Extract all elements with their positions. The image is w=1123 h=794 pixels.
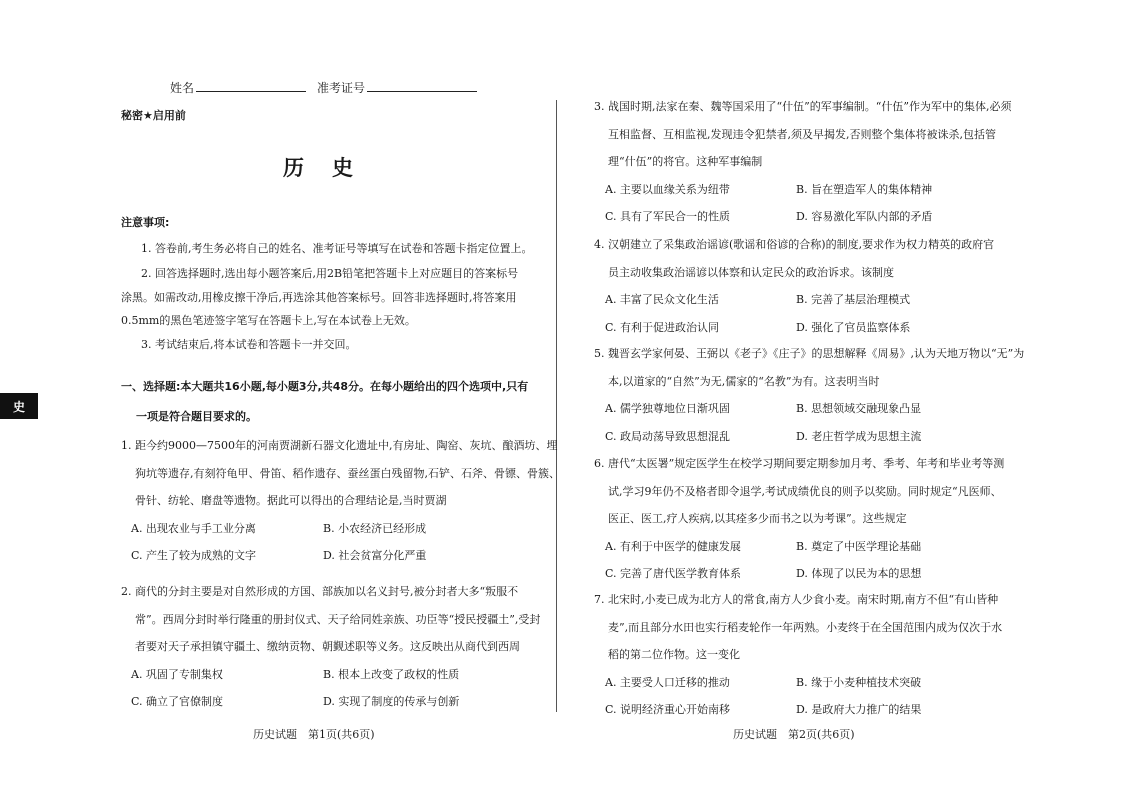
footer-page-2: 历史试题 第2页(共6页) xyxy=(733,728,855,741)
question-stem-line: 互相监督、互相监视,发现违令犯禁者,须及早揭发,否则整个集体将被诛杀,包括管 xyxy=(608,127,996,141)
question-stem-line: 麦”,而且部分水田也实行稻麦轮作一年两熟。小麦终于在全国范围内成为仅次于水 xyxy=(608,620,1003,634)
option-B: B. 旨在塑造军人的集体精神 xyxy=(796,182,933,196)
option-A: A. 出现农业与手工业分离 xyxy=(131,521,256,535)
question-stem-line: 6. 唐代“太医署”规定医学生在校学习期间要定期参加月考、季考、年考和毕业考等测 xyxy=(594,457,1005,470)
option-A: A. 丰富了民众文化生活 xyxy=(605,293,719,306)
notes-line: 涂黑。如需改动,用橡皮擦干净后,再选涂其他答案标号。回答非选择题时,将答案用 xyxy=(121,291,517,304)
question-stem-line: 稻的第二位作物。这一变化 xyxy=(608,648,740,661)
side-subject-tab: 史 xyxy=(0,393,38,419)
option-C: C. 有利于促进政治认同 xyxy=(605,320,720,334)
notes-line: 0.5mm的黑色笔迹签字笔写在答题卡上,写在本试卷上无效。 xyxy=(121,314,416,327)
option-D: D. 老庄哲学成为思想主流 xyxy=(796,429,922,443)
option-B: B. 思想领域交融现象凸显 xyxy=(796,402,922,415)
subject-title: 历史 xyxy=(283,155,381,180)
question-stem-line: 3. 战国时期,法家在秦、魏等国采用了“什伍”的军事编制。“什伍”作为军中的集体,必须 xyxy=(594,100,1012,113)
question-stem-line: 7. 北宋时,小麦已成为北方人的常食,南方人少食小麦。南宋时期,南方不但“有山皆种 xyxy=(594,593,999,606)
option-B: B. 根本上改变了政权的性质 xyxy=(323,667,460,681)
option-D: D. 强化了官员监察体系 xyxy=(796,320,911,334)
exam-id-blank xyxy=(367,79,477,92)
question-stem-line: 常”。西周分封时举行隆重的册封仪式、天子给同姓亲族、功臣等“授民授疆土”,受封 xyxy=(135,612,541,626)
column-divider xyxy=(556,100,557,712)
option-A: A. 有利于中医学的健康发展 xyxy=(605,539,741,553)
secret-mark: 秘密★启用前 xyxy=(121,109,186,122)
name-field xyxy=(170,79,306,96)
option-C: C. 说明经济重心开始南移 xyxy=(605,703,731,716)
notes-line: 1. 答卷前,考生务必将自己的姓名、准考证号等填写在试卷和答题卡指定位置上。 xyxy=(141,242,533,255)
option-A: A. 儒学独尊地位日渐巩固 xyxy=(605,402,730,415)
option-D: D. 容易激化军队内部的矛盾 xyxy=(796,210,933,223)
exam-id-field xyxy=(317,79,477,96)
name-label: 姓名 xyxy=(170,81,195,95)
exam-id-label: 准考证号 xyxy=(317,81,366,95)
question-stem-line: 骨针、纺轮、磨盘等遗物。据此可以得出的合理结论是,当时贾湖 xyxy=(135,494,447,507)
notes-title: 注意事项: xyxy=(121,216,170,229)
option-D: D. 体现了以民为本的思想 xyxy=(796,567,922,580)
question-stem-line: 理“什伍”的将官。这种军事编制 xyxy=(608,155,763,168)
section-heading-line2: 一项是符合题目要求的。 xyxy=(136,410,257,423)
question-stem-line: 2. 商代的分封主要是对自然形成的方国、部族加以名义封号,被分封者大多“叛服不 xyxy=(121,585,519,598)
question-stem-line: 5. 魏晋玄学家何晏、王弼以《老子》《庄子》的思想解释《周易》,认为天地万物以“无”为 xyxy=(594,347,1025,360)
option-B: B. 小农经济已经形成 xyxy=(323,521,427,535)
option-D: D. 实现了制度的传承与创新 xyxy=(323,695,460,708)
question-stem-line: 1. 距今约9000—7500年的河南贾湖新石器文化遗址中,有房址、陶窑、灰坑、酿酒坊、埋 xyxy=(121,439,558,452)
option-D: D. 是政府大力推广的结果 xyxy=(796,703,922,716)
notes-line: 2. 回答选择题时,选出每小题答案后,用2B铅笔把答题卡上对应题目的答案标号 xyxy=(141,267,519,280)
option-C: C. 确立了官僚制度 xyxy=(131,695,224,708)
question-stem-line: 本,以道家的“自然”为无,儒家的“名教”为有。这表明当时 xyxy=(608,374,880,388)
option-A: A. 主要受人口迁移的推动 xyxy=(605,675,730,689)
option-A: A. 巩固了专制集权 xyxy=(131,667,223,681)
question-stem-line: 试,学习9年仍不及格者即令退学,考试成绩优良的则予以奖励。同时规定“凡医师、 xyxy=(608,484,1002,498)
question-stem-line: 狗坑等遗存,有刻符龟甲、骨笛、稻作遗存、蚕丝蛋白残留物,石铲、石斧、骨镖、骨簇、 xyxy=(135,466,560,480)
option-C: C. 完善了唐代医学教育体系 xyxy=(605,567,742,580)
option-B: B. 奠定了中医学理论基础 xyxy=(796,539,922,553)
name-blank xyxy=(196,79,306,92)
option-C: C. 产生了较为成熟的文字 xyxy=(131,549,257,562)
option-C: C. 政局动荡导致思想混乱 xyxy=(605,429,731,443)
question-stem-line: 员主动收集政治谣谚以体察和认定民众的政治诉求。该制度 xyxy=(608,265,894,279)
option-D: D. 社会贫富分化严重 xyxy=(323,549,427,562)
option-B: B. 完善了基层治理模式 xyxy=(796,293,911,306)
option-C: C. 具有了军民合一的性质 xyxy=(605,210,731,223)
question-stem-line: 者要对天子承担镇守疆土、缴纳贡物、朝觐述职等义务。这反映出从商代到西周 xyxy=(135,640,520,653)
section-heading-line1: 一、选择题:本大题共16小题,每小题3分,共48分。在每小题给出的四个选项中,只有 xyxy=(121,380,529,393)
question-stem-line: 医正、医工,疗人疾病,以其痊多少而书之以为考课”。这些规定 xyxy=(608,512,907,525)
footer-page-1: 历史试题 第1页(共6页) xyxy=(253,728,375,741)
option-A: A. 主要以血缘关系为纽带 xyxy=(605,182,730,196)
notes-line: 3. 考试结束后,将本试卷和答题卡一并交回。 xyxy=(141,338,357,351)
option-B: B. 缘于小麦种植技术突破 xyxy=(796,675,922,689)
question-stem-line: 4. 汉朝建立了采集政治谣谚(歌谣和俗谚的合称)的制度,要求作为权力精英的政府官 xyxy=(594,238,995,251)
